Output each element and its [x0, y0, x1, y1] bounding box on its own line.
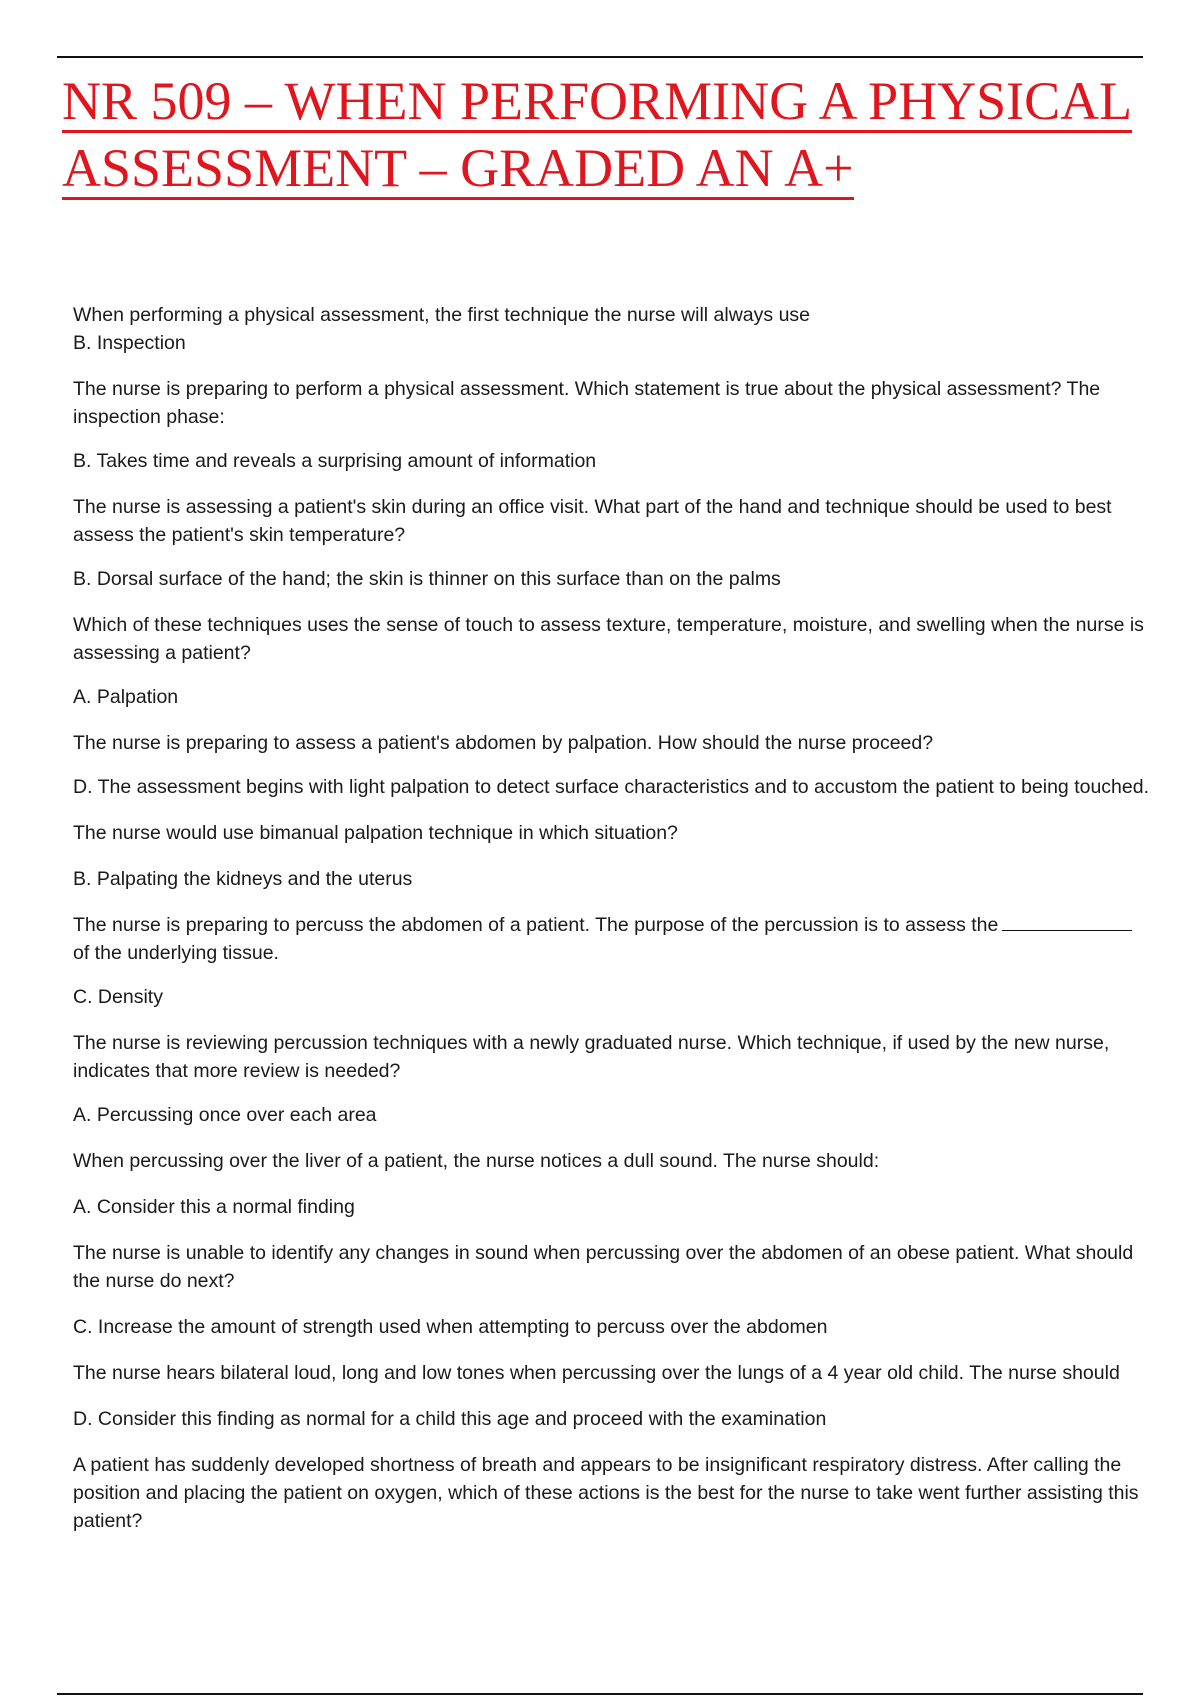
answer-10: C. Increase the amount of strength used when attempting to percuss over the abdomen: [73, 1316, 828, 1338]
answer-8: A. Percussing once over each area: [73, 1104, 377, 1126]
question-5: The nurse is preparing to assess a patient's abdomen by palpation. How should the nurse proceed?: [73, 732, 934, 754]
answer-4: A. Palpation: [73, 686, 179, 708]
question-12: A patient has suddenly developed shortness of breath and appears to be insignificant respiratory distress. After calling the position and placing the patient on oxygen, which of these actions is the best for the nurse to take went further assisting this patient?: [73, 1454, 1139, 1532]
answer-9: A. Consider this a normal finding: [73, 1196, 355, 1218]
question-6: The nurse would use bimanual palpation technique in which situation?: [73, 822, 678, 844]
answer-2: B. Takes time and reveals a surprising amount of information: [73, 450, 597, 472]
question-8: The nurse is reviewing percussion techniques with a newly graduated nurse. Which technique, if used by the new nurse, indicates that more review is needed?: [73, 1032, 1110, 1082]
answer-6: B. Palpating the kidneys and the uterus: [73, 868, 413, 890]
question-1: When performing a physical assessment, the first technique the nurse will always use: [73, 304, 811, 326]
answer-3: B. Dorsal surface of the hand; the skin is thinner on this surface than on the palms: [73, 568, 781, 590]
question-2: The nurse is preparing to perform a physical assessment. Which statement is true about the physical assessment? The inspection phase:: [73, 378, 1101, 428]
question-7: [73, 911, 1153, 967]
question-7-part-2: of the underlying tissue.: [73, 942, 279, 964]
question-3: The nurse is assessing a patient's skin during an office visit. What part of the hand and technique should be used to best assess the patient's skin temperature?: [73, 496, 1112, 546]
question-7-part-1: The nurse is preparing to percuss the abdomen of a patient. The purpose of the percussion is to assess the: [73, 914, 999, 936]
top-rule: [57, 56, 1143, 58]
bottom-rule: [57, 1693, 1143, 1695]
answer-1: B. Inspection: [73, 332, 186, 354]
title-line-1: NR 509 – WHEN PERFORMING A PHYSICAL: [62, 71, 1133, 131]
question-10: The nurse is unable to identify any changes in sound when percussing over the abdomen of an obese patient. What should the nurse do next?: [73, 1242, 1134, 1292]
question-list: [73, 301, 1153, 1535]
question-9: When percussing over the liver of a patient, the nurse notices a dull sound. The nurse should:: [73, 1150, 880, 1172]
answer-7: C. Density: [73, 986, 163, 1008]
page-title: [62, 70, 1142, 204]
answer-5: D. The assessment begins with light palpation to detect surface characteristics and to accustom the patient to being touched.: [73, 776, 1150, 798]
answer-11: D. Consider this finding as normal for a child this age and proceed with the examination: [73, 1408, 827, 1430]
title-line-2: ASSESSMENT – GRADED AN A+: [62, 138, 854, 198]
fill-in-blank: [1002, 912, 1132, 931]
question-4: Which of these techniques uses the sense of touch to assess texture, temperature, moisture, and swelling when the nurse is assessing a patient?: [73, 614, 1144, 664]
question-11: The nurse hears bilateral loud, long and low tones when percussing over the lungs of a 4 year old child. The nurse should: [73, 1362, 1120, 1384]
